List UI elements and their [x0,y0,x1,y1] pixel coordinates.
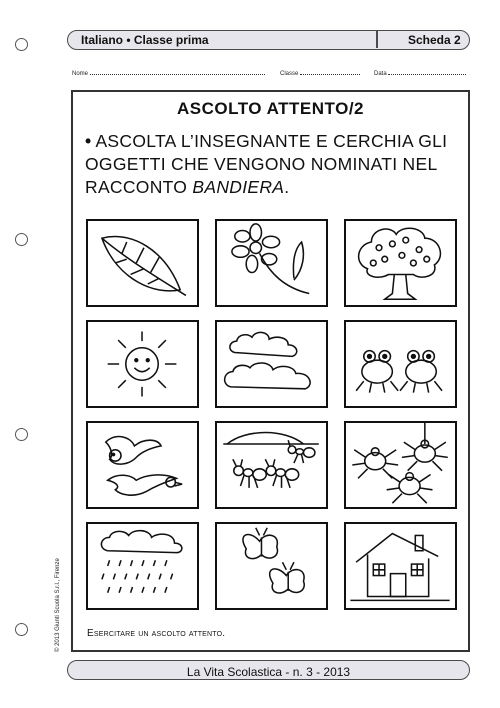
class-field[interactable] [280,68,360,77]
picture-birds[interactable] [86,421,199,509]
binder-hole-2 [15,233,28,246]
student-fields [72,68,472,80]
ant-icon [217,423,326,507]
picture-butterflies[interactable] [215,522,328,610]
picture-flower[interactable] [215,219,328,307]
footer-bar [67,660,470,680]
binder-hole-1 [15,38,28,51]
name-field[interactable] [72,68,265,77]
rain-icon [88,524,197,608]
picture-spiders[interactable] [344,421,457,509]
picture-frogs[interactable] [344,320,457,408]
name-label: Nome [72,71,89,77]
picture-house[interactable] [344,522,457,610]
class-label: Classe [280,71,299,77]
picture-clouds[interactable] [215,320,328,408]
tree-icon [346,221,455,305]
bullet-icon: • [85,131,92,151]
footer-text: La Vita Scolastica - n. 3 - 2013 [186,665,351,679]
instruction-line-1: ASCOLTA L’INSEGNANTE E CERCHIA GLI [95,131,448,151]
binder-hole-4 [15,623,28,636]
cloud-icon [217,322,326,406]
copyright-text: © 2013 Giunti Scuola S.r.l., Firenze [55,558,61,652]
picture-sun[interactable] [86,320,199,408]
instruction-line-2: OGGETTI CHE VENGONO NOMINATI NEL [85,154,438,174]
instruction-period: . [284,177,290,197]
worksheet-frame [71,90,470,652]
instruction-text [85,130,460,199]
picture-rain[interactable] [86,522,199,610]
butterfly-icon [217,524,326,608]
picture-ants[interactable] [215,421,328,509]
house-icon [346,524,455,608]
picture-leaf[interactable] [86,219,199,307]
header-divider [376,31,378,48]
picture-tree[interactable] [344,219,457,307]
exercise-note: Esercitare un ascolto attento. [87,628,226,639]
worksheet-title: ASCOLTO ATTENTO/2 [176,99,364,118]
frog-icon [346,322,455,406]
subject-label: Italiano • Classe prima [81,33,209,47]
sun-icon [88,322,197,406]
sheet-number: Scheda 2 [408,33,461,47]
leaf-icon [88,221,197,305]
instruction-line-3: RACCONTO [85,177,188,197]
bird-icon [88,423,197,507]
binder-hole-3 [15,428,28,441]
flower-icon [217,221,326,305]
date-label: Data [374,71,387,77]
story-title: BANDIERA [192,177,285,197]
header-bar [67,30,470,50]
spider-icon [346,423,455,507]
date-field[interactable] [374,68,466,77]
